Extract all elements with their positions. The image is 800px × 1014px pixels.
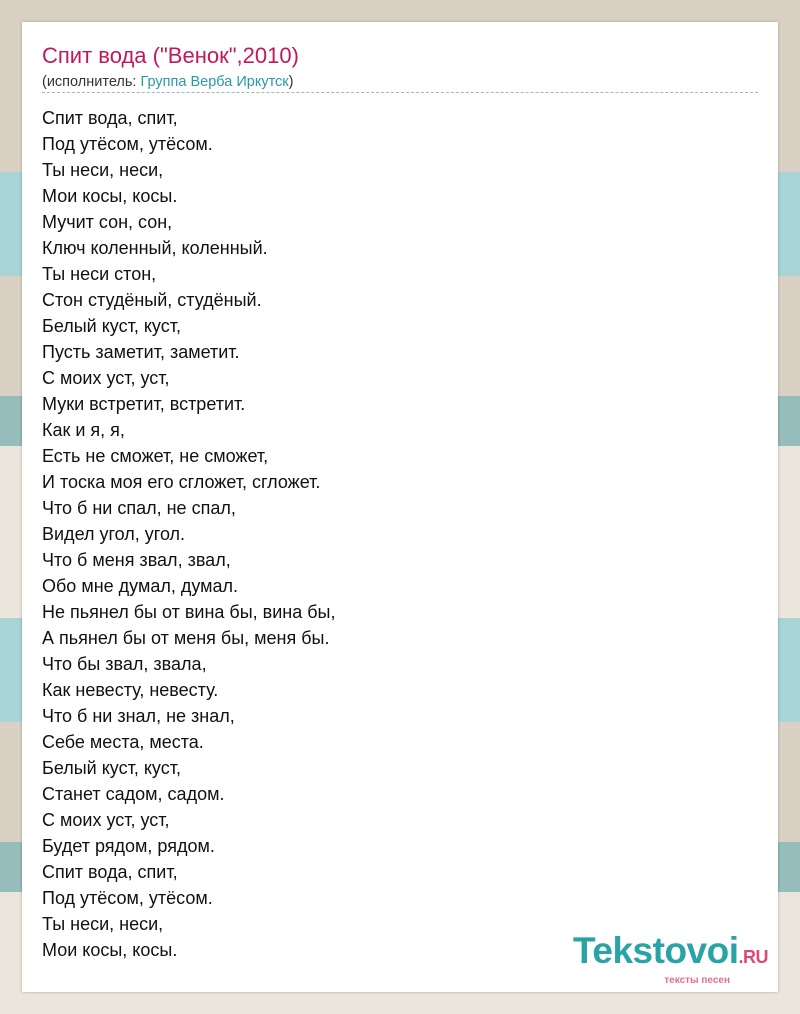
lyrics-text [42, 105, 742, 963]
lyric-line: А пьянел бы от меня бы, меня бы. [42, 628, 330, 648]
lyric-line: Спит вода, спит, [42, 862, 178, 882]
lyric-line: Что б ни спал, не спал, [42, 498, 236, 518]
lyric-line: Ключ коленный, коленный. [42, 238, 268, 258]
lyric-line: Видел угол, угол. [42, 524, 186, 544]
lyric-line: Есть не сможет, не сможет, [42, 446, 269, 466]
lyric-line: Как невесту, невесту. [42, 680, 219, 700]
site-logo[interactable] [548, 932, 768, 986]
logo-suffix: .RU [738, 947, 768, 967]
lyric-line: Белый куст, куст, [42, 316, 181, 336]
song-title: Спит вода ("Венок",2010) [42, 43, 299, 68]
logo-tagline: тексты песен [664, 975, 730, 986]
lyric-line: Пусть заметит, заметит. [42, 342, 240, 362]
lyric-line: С моих уст, уст, [42, 810, 170, 830]
lyric-line: С моих уст, уст, [42, 368, 170, 388]
lyric-line: Ты неси, неси, [42, 160, 164, 180]
lyric-line: Как и я, я, [42, 420, 125, 440]
lyric-line: И тоска моя его сгложет, сгложет. [42, 472, 321, 492]
lyric-line: Белый куст, куст, [42, 758, 181, 778]
lyric-line: Станет садом, садом. [42, 784, 225, 804]
logo-wordmark [548, 932, 768, 976]
lyric-line: Себе места, места. [42, 732, 204, 752]
lyric-line: Под утёсом, утёсом. [42, 134, 213, 154]
lyric-line: Мои косы, косы. [42, 186, 178, 206]
artist-suffix: ) [288, 74, 294, 90]
lyric-line: Будет рядом, рядом. [42, 836, 215, 856]
artist-link[interactable]: Группа Верба Иркутск [140, 74, 289, 90]
lyrics-card [22, 22, 778, 992]
lyric-line: Ты неси, неси, [42, 914, 164, 934]
lyric-line: Не пьянел бы от вина бы, вина бы, [42, 602, 336, 622]
lyric-line: Что б ни знал, не знал, [42, 706, 235, 726]
lyric-line: Спит вода, спит, [42, 108, 178, 128]
lyric-line: Ты неси стон, [42, 264, 157, 284]
lyric-line: Муки встретит, встретит. [42, 394, 246, 414]
lyric-line: Что б меня звал, звал, [42, 550, 231, 570]
title-divider [42, 92, 758, 93]
artist-line [42, 73, 294, 91]
lyric-line: Мучит сон, сон, [42, 212, 173, 232]
lyric-line: Под утёсом, утёсом. [42, 888, 213, 908]
lyric-line: Стон студёный, студёный. [42, 290, 262, 310]
lyric-line: Мои косы, косы. [42, 940, 178, 960]
artist-prefix: (исполнитель: [42, 74, 141, 90]
lyric-line: Что бы звал, звала, [42, 654, 207, 674]
logo-main-text: Tekstovoi [573, 930, 739, 971]
lyric-line: Обо мне думал, думал. [42, 576, 239, 596]
